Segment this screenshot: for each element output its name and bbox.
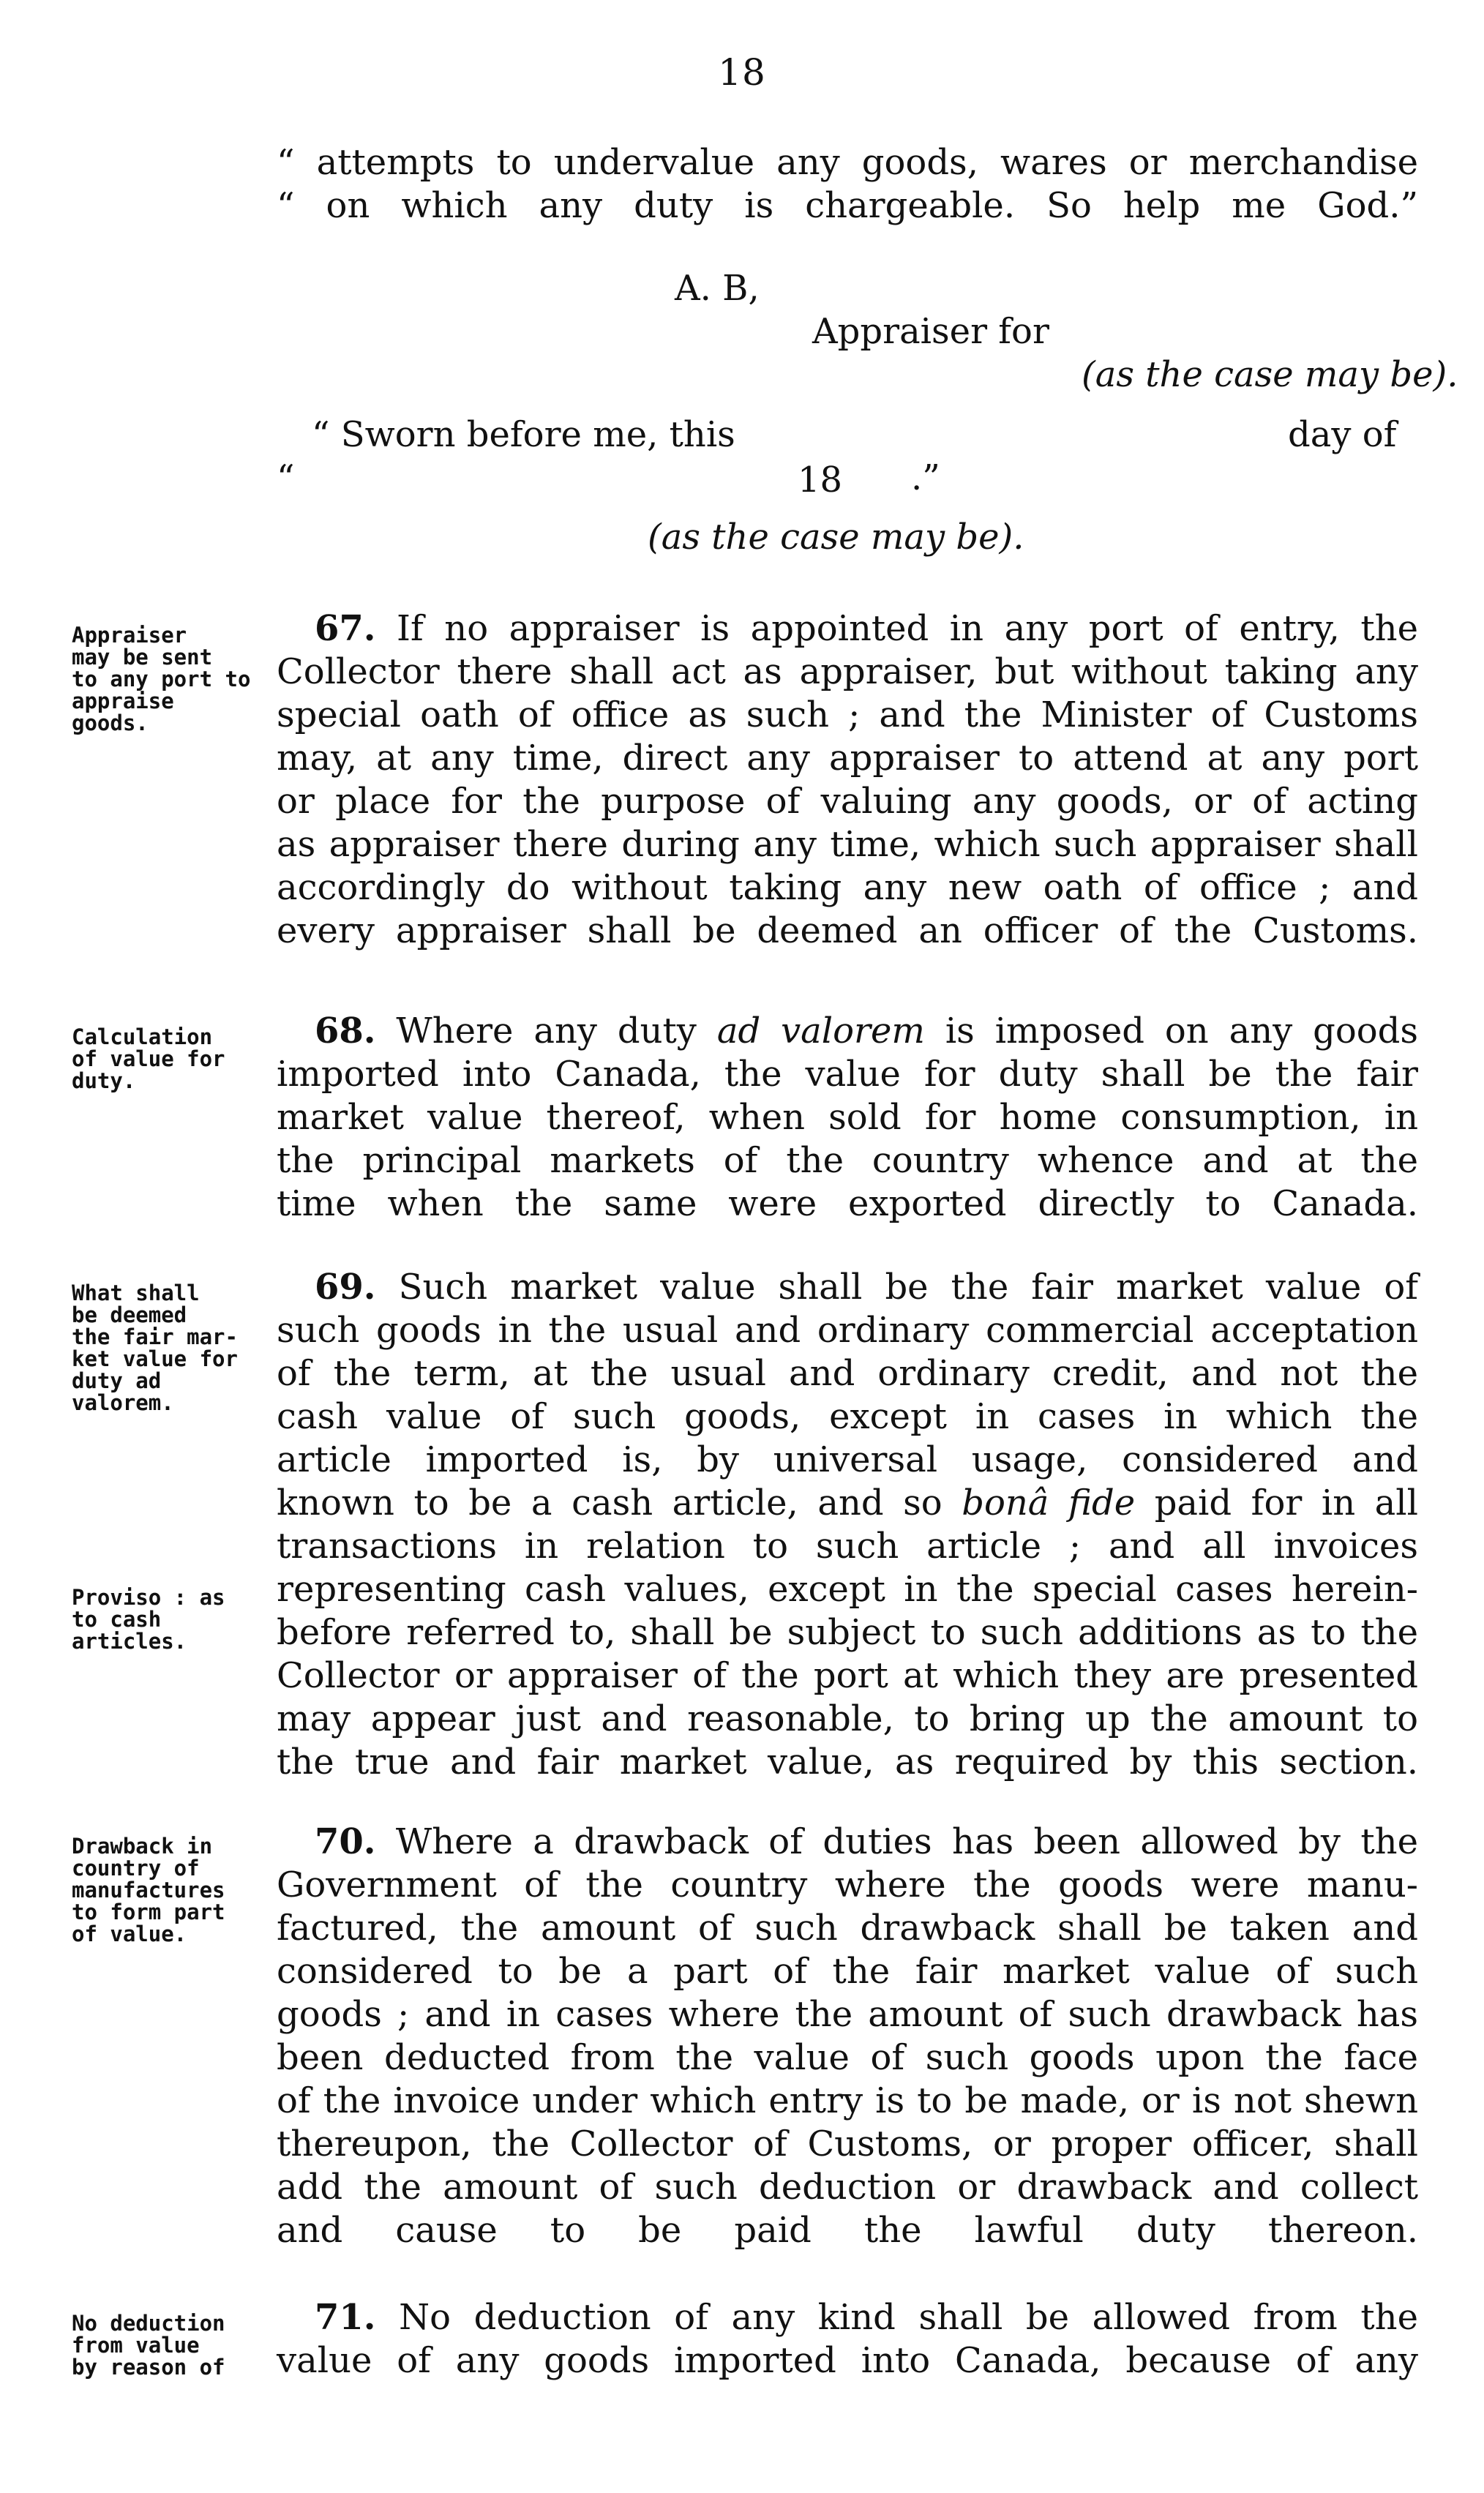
section-line: Collector there shall act as appraiser, but without taking any bbox=[277, 651, 1418, 692]
section-line: every appraiser shall be deemed an officer of the Customs. bbox=[277, 910, 1418, 951]
oath-line: “ on which any duty is chargeable. So help me God.” bbox=[277, 185, 1418, 226]
margin-note: Calculation of value for duty. bbox=[72, 1024, 225, 1093]
italic-term: ad valorem bbox=[716, 1011, 925, 1051]
section-text: paid for in all bbox=[1154, 1482, 1419, 1523]
section-line: Government of the country where the goods were manu- bbox=[277, 1864, 1418, 1905]
oath-text bbox=[277, 141, 1418, 228]
oath-line: “ attempts to undervalue any goods, wares or merchandise bbox=[277, 142, 1418, 183]
section-line: transactions in relation to such article ; and all invoices bbox=[277, 1526, 1418, 1567]
section-line: such goods in the usual and ordinary commercial acceptation bbox=[277, 1310, 1418, 1351]
section-line bbox=[277, 1266, 1418, 1309]
sworn-line: “ Sworn before me, this bbox=[312, 414, 735, 455]
appraiser-role: Appraiser for bbox=[812, 311, 1049, 352]
section-line: been deducted from the value of such goods upon the face bbox=[277, 2037, 1418, 2078]
margin-note: Proviso : as to cash articles. bbox=[72, 1585, 225, 1654]
section-line: or place for the purpose of valuing any goods, or of acting bbox=[277, 781, 1418, 822]
margin-note: Appraiser may be sent to any port to appraise goods. bbox=[72, 623, 251, 735]
section-line: goods ; and in cases where the amount of such drawback has bbox=[277, 1994, 1418, 2035]
section-line: of the term, at the usual and ordinary credit, and not the bbox=[277, 1353, 1418, 1394]
section-line bbox=[277, 2296, 1418, 2339]
margin-note: What shall be deemed the fair mar- ket value for duty ad valorem. bbox=[72, 1281, 238, 1415]
section-line: as appraiser there during any time, which such appraiser shall bbox=[277, 824, 1418, 865]
section-71 bbox=[277, 2296, 1418, 2383]
section-68 bbox=[277, 1010, 1418, 1226]
section-67 bbox=[277, 607, 1418, 953]
section-number: 69. bbox=[315, 1267, 376, 1308]
section-text: known to be a cash article, and so bbox=[277, 1482, 943, 1523]
section-line: before referred to, shall be subject to such additions as to the bbox=[277, 1612, 1418, 1653]
section-line: considered to be a part of the fair market value of such bbox=[277, 1951, 1418, 1992]
section-line: market value thereof, when sold for home consumption, in bbox=[277, 1097, 1418, 1138]
section-line: may appear just and reasonable, to bring up the amount to bbox=[277, 1698, 1418, 1739]
section-text: Where a drawback of duties has been allowed by the bbox=[395, 1821, 1418, 1862]
italic-term: bonâ fide bbox=[962, 1482, 1136, 1523]
section-line bbox=[277, 1821, 1418, 1864]
page-number: 18 bbox=[718, 51, 766, 94]
signature: A. B, bbox=[675, 268, 760, 309]
margin-note: No deduction from value by reason of bbox=[72, 2311, 225, 2380]
section-line: representing cash values, except in the special cases herein- bbox=[277, 1569, 1418, 1610]
section-text: Such market value shall be the fair market value of bbox=[398, 1267, 1418, 1308]
section-line: article imported is, by universal usage, considered and bbox=[277, 1439, 1418, 1480]
section-line: may, at any time, direct any appraiser to attend at any port bbox=[277, 738, 1418, 779]
section-line: thereupon, the Collector of Customs, or proper officer, shall bbox=[277, 2123, 1418, 2164]
section-text: Where any duty bbox=[396, 1011, 697, 1051]
section-69 bbox=[277, 1266, 1418, 1784]
section-70 bbox=[277, 1821, 1418, 2252]
section-line: the principal markets of the country whence and at the bbox=[277, 1140, 1418, 1181]
sworn-day: day of bbox=[1288, 414, 1397, 455]
case-note: (as the case may be). bbox=[648, 517, 1024, 558]
section-number: 70. bbox=[315, 1821, 376, 1862]
section-text: If no appraiser is appointed in any port of entry, the bbox=[397, 608, 1419, 649]
section-text: No deduction of any kind shall be allowed from the bbox=[399, 2297, 1418, 2338]
sworn-year: 18 bbox=[798, 460, 843, 501]
section-number: 67. bbox=[315, 608, 376, 649]
sworn-year-close: .” bbox=[911, 457, 940, 498]
section-line bbox=[277, 1482, 1418, 1525]
section-line: cash value of such goods, except in cases in which the bbox=[277, 1396, 1418, 1437]
margin-note: Drawback in country of manufactures to form part of value. bbox=[72, 1834, 225, 1946]
section-number: 68. bbox=[315, 1011, 376, 1051]
section-text: is imposed on any goods bbox=[945, 1011, 1419, 1051]
section-line: add the amount of such deduction or drawback and collect bbox=[277, 2167, 1418, 2208]
section-line bbox=[277, 1010, 1418, 1053]
section-line: time when the same were exported directly to Canada. bbox=[277, 1183, 1418, 1224]
case-note: (as the case may be). bbox=[1082, 354, 1458, 395]
section-line: accordingly do without taking any new oath of office ; and bbox=[277, 867, 1418, 908]
section-line: special oath of office as such ; and the Minister of Customs bbox=[277, 694, 1418, 735]
section-line: and cause to be paid the lawful duty thereon. bbox=[277, 2210, 1418, 2251]
section-line: the true and fair market value, as required by this section. bbox=[277, 1742, 1418, 1782]
section-line: factured, the amount of such drawback shall be taken and bbox=[277, 1908, 1418, 1949]
section-number: 71. bbox=[315, 2297, 376, 2338]
section-line: imported into Canada, the value for duty shall be the fair bbox=[277, 1054, 1418, 1095]
section-line: Collector or appraiser of the port at which they are presented bbox=[277, 1655, 1418, 1696]
section-line: value of any goods imported into Canada, because of any bbox=[277, 2340, 1418, 2381]
quote-mark: “ bbox=[277, 457, 295, 498]
section-line bbox=[277, 607, 1418, 651]
section-line: of the invoice under which entry is to be made, or is not shewn bbox=[277, 2080, 1418, 2121]
